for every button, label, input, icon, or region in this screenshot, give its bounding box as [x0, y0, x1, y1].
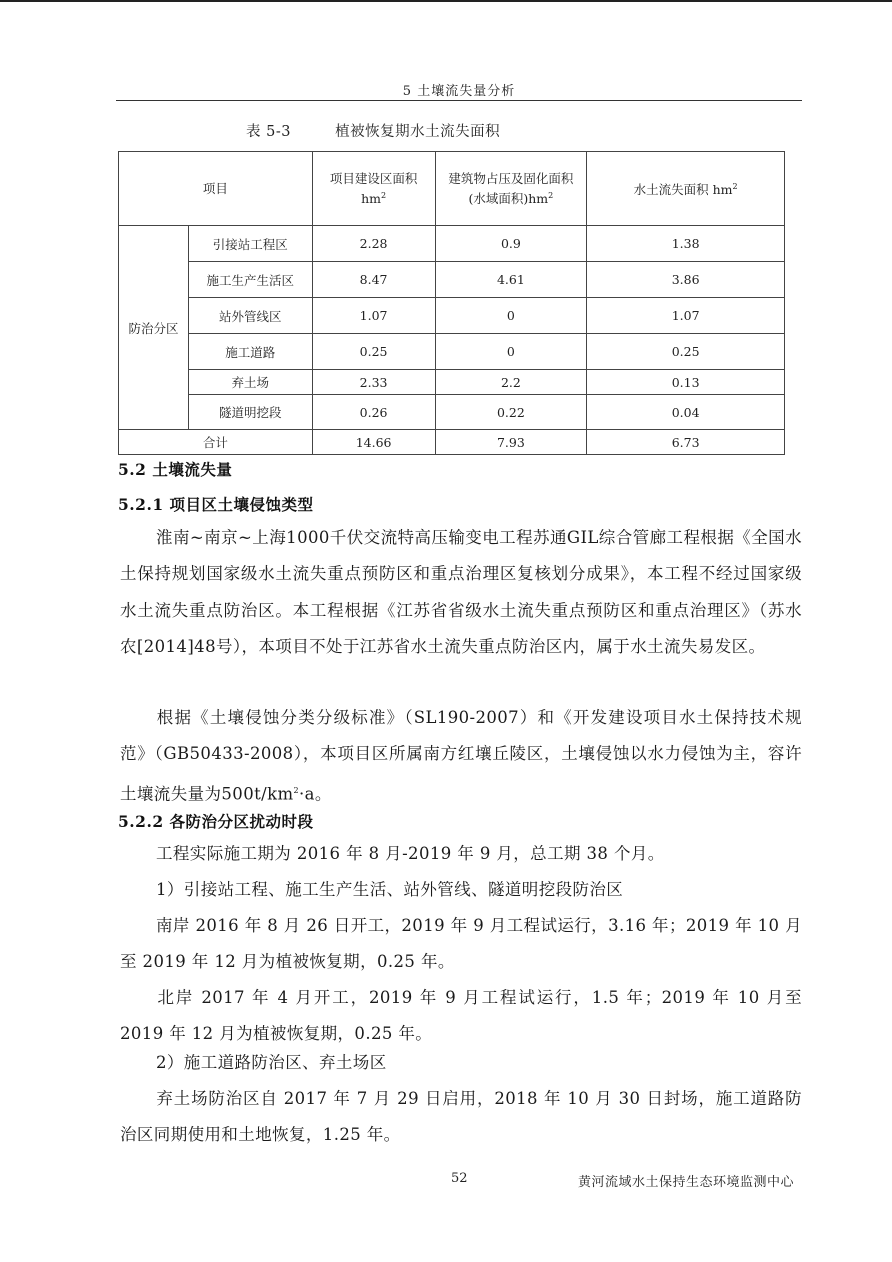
page-number: 52: [451, 1171, 468, 1186]
total-covered: 7.93: [435, 430, 587, 455]
row-area: 2.28: [312, 226, 435, 262]
table-row: [119, 226, 785, 262]
header-covered-area: 建筑物占压及固化面积 (水域面积)$hm^2$: [435, 152, 587, 226]
header-loss-area: 水土流失面积 $hm^2$: [587, 152, 785, 226]
paragraph-north-bank: 北岸 2017 年 4 月开工，2019 年 9 月工程试运行，1.5 年；2019 年 10 月至 2019 年 12 月为植被恢复期，0.25 年。: [120, 988, 802, 1044]
paragraph-erosion-standard: 根据《土壤侵蚀分类分级标准》（SL190-2007）和《开发建设项目水土保持技术规范》（GB50433-2008），本项目区所属南方红壤丘陵区，土壤侵蚀以水力侵蚀为主，容许土壤流失量为$500t/km^2\cdot a$。: [120, 708, 802, 804]
section-heading-5-2: 5.2 土壤流失量: [118, 460, 233, 479]
row-area: 2.33: [312, 370, 435, 395]
table-row: [119, 370, 785, 395]
row-loss: 0.04: [587, 395, 785, 430]
row-loss: 0.13: [587, 370, 785, 395]
erosion-area-table: [118, 151, 785, 455]
paragraph-zone-list-1: 1）引接站工程、施工生产生活、站外管线、隧道明挖段防治区: [156, 880, 624, 899]
row-area: 0.25: [312, 334, 435, 370]
row-name: 引接站工程区: [188, 226, 312, 262]
top-border-line: [0, 0, 892, 2]
section-heading-5-2-1: 5.2.1 项目区土壤侵蚀类型: [118, 495, 314, 514]
group-label: 防治分区: [119, 226, 189, 430]
row-covered: 4.61: [435, 262, 587, 298]
total-loss: 6.73: [587, 430, 785, 455]
table-caption-title: 植被恢复期水土流失面积: [335, 124, 501, 140]
paragraph-zone-list-2: 2）施工道路防治区、弃土场区: [156, 1053, 387, 1072]
table-row: [119, 395, 785, 430]
paragraph-national-zone: 淮南~南京~上海1000千伏交流特高压输变电工程苏通GIL综合管廊工程根据《全国水土保持规划国家级水土流失重点预防区和重点治理区复核划分成果》，本工程不经过国家级水土流失重点防治区。本工程根据《江苏省省级水土流失重点预防区和重点治理区》（苏水农[2014]48号），本项目不处于江苏省水土流失重点防治区内，属于水土流失易发区。: [120, 528, 802, 656]
section-heading-5-2-2: 5.2.2 各防治分区扰动时段: [118, 812, 314, 831]
header-item: 项目: [119, 152, 313, 226]
running-header: 5 土壤流失量分析: [402, 84, 516, 99]
paragraph-spoil-ground: 弃土场防治区自 2017 年 7 月 29 日启用，2018 年 10 月 30 日封场，施工道路防治区同期使用和土地恢复，1.25 年。: [120, 1089, 802, 1145]
row-covered: 0.22: [435, 395, 587, 430]
row-covered: 2.2: [435, 370, 587, 395]
table-header-row: [119, 152, 785, 226]
paragraph-construction-period: 工程实际施工期为 2016 年 8 月-2019 年 9 月，总工期 38 个月。: [156, 844, 665, 863]
row-area: 1.07: [312, 298, 435, 334]
row-name: 施工道路: [188, 334, 312, 370]
table-row: [119, 262, 785, 298]
row-area: 0.26: [312, 395, 435, 430]
row-loss: 3.86: [587, 262, 785, 298]
footer-organization: 黄河流域水土保持生态环境监测中心: [578, 1175, 795, 1190]
table-row: [119, 298, 785, 334]
header-build-area: 项目建设区面积 $hm^2$: [312, 152, 435, 226]
table-row: [119, 334, 785, 370]
table-total-row: [119, 430, 785, 455]
row-covered: 0: [435, 334, 587, 370]
total-area: 14.66: [312, 430, 435, 455]
table-caption-number: 表 5-3: [246, 124, 291, 140]
row-name: 隧道明挖段: [188, 395, 312, 430]
row-loss: 1.07: [587, 298, 785, 334]
row-area: 8.47: [312, 262, 435, 298]
row-name: 施工生产生活区: [188, 262, 312, 298]
paragraph-south-bank: 南岸 2016 年 8 月 26 日开工，2019 年 9 月工程试运行，3.16 年；2019 年 10 月至 2019 年 12 月为植被恢复期，0.25 年。: [120, 916, 802, 972]
row-loss: 1.38: [587, 226, 785, 262]
row-name: 弃土场: [188, 370, 312, 395]
row-covered: 0: [435, 298, 587, 334]
header-divider: [116, 100, 802, 101]
row-covered: 0.9: [435, 226, 587, 262]
total-label: 合计: [119, 430, 313, 455]
table-caption: [246, 120, 500, 141]
row-name: 站外管线区: [188, 298, 312, 334]
row-loss: 0.25: [587, 334, 785, 370]
